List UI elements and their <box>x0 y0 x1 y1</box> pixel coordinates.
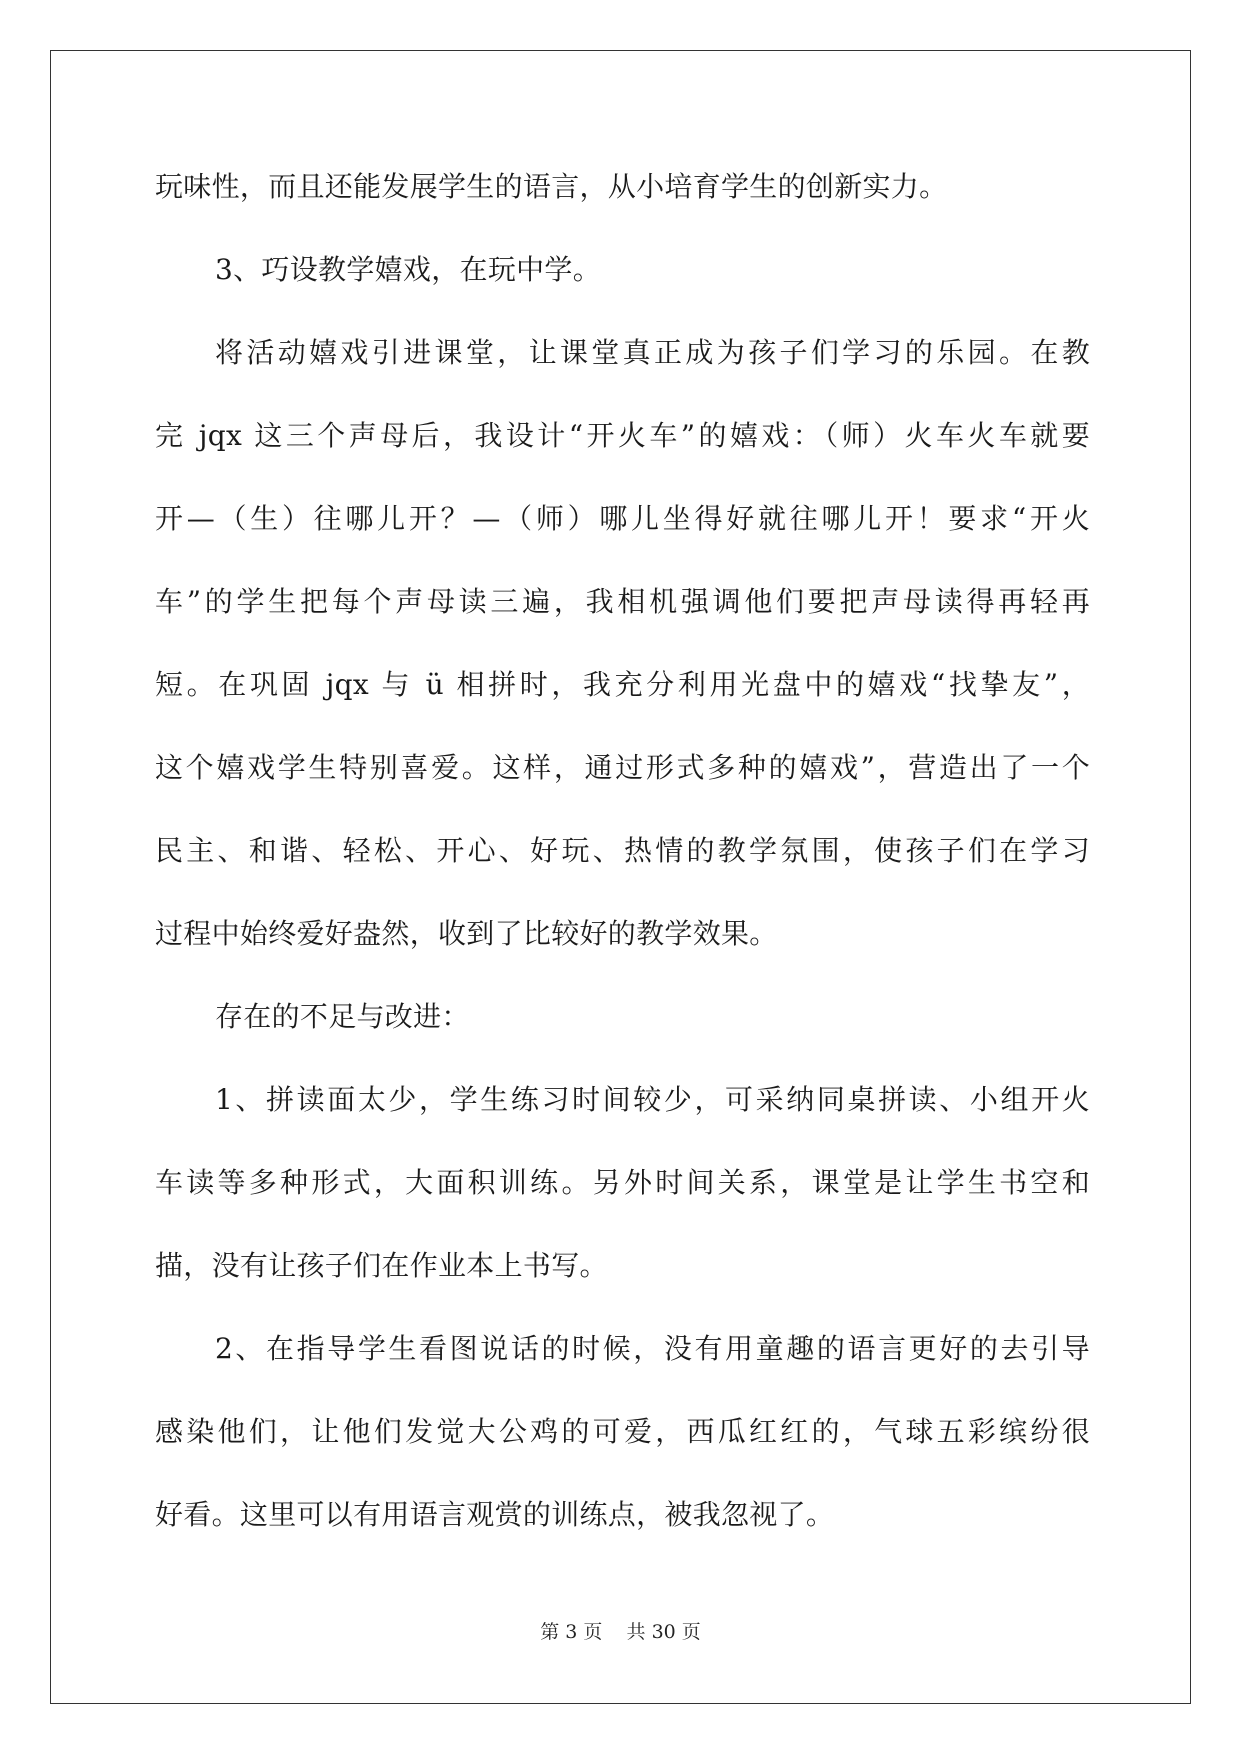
page-footer <box>0 1620 1241 1644</box>
text-line: 将活动嬉戏引进课堂，让课堂真正成为孩子们学习的乐园。在教 <box>215 336 1090 369</box>
text-line: 车读等多种形式，大面积训练。另外时间关系，课堂是让学生书空和 <box>155 1166 1090 1199</box>
text-line: 短。在巩固 jqx 与 ü 相拼时，我充分利用光盘中的嬉戏“找挚友”， <box>155 668 1090 701</box>
text-line: 1、拼读面太少，学生练习时间较少，可采纳同桌拼读、小组开火 <box>215 1083 1090 1116</box>
text-line: 2、在指导学生看图说话的时候，没有用童趣的语言更好的去引导 <box>215 1332 1090 1365</box>
text-line: 民主、和谐、轻松、开心、好玩、热情的教学氛围，使孩子们在学习 <box>155 834 1090 867</box>
text-line: 玩味性，而且还能发展学生的语言，从小培育学生的创新实力。 <box>155 170 948 203</box>
page-number: 第 3 页 <box>540 1621 603 1643</box>
text-line: 完 jqx 这三个声母后，我设计“开火车”的嬉戏：（师）火车火车就要 <box>155 419 1090 452</box>
text-line: 感染他们，让他们发觉大公鸡的可爱，西瓜红红的，气球五彩缤纷很 <box>155 1415 1090 1448</box>
body-text <box>155 160 1090 1542</box>
text-line: 3、巧设教学嬉戏，在玩中学。 <box>215 253 602 286</box>
text-line: 好看。这里可以有用语言观赏的训练点，被我忽视了。 <box>155 1498 835 1531</box>
text-line: 车”的学生把每个声母读三遍，我相机强调他们要把声母读得再轻再 <box>155 585 1090 618</box>
text-line: 开—（生）往哪儿开？—（师）哪儿坐得好就往哪儿开！要求“开火 <box>155 502 1090 535</box>
text-line: 存在的不足与改进： <box>215 1000 470 1033</box>
page-total: 共 30 页 <box>626 1621 701 1643</box>
text-line: 描，没有让孩子们在作业本上书写。 <box>155 1249 608 1282</box>
text-line: 过程中始终爱好盎然，收到了比较好的教学效果。 <box>155 917 778 950</box>
text-line: 这个嬉戏学生特别喜爱。这样，通过形式多种的嬉戏”，营造出了一个 <box>155 751 1090 784</box>
